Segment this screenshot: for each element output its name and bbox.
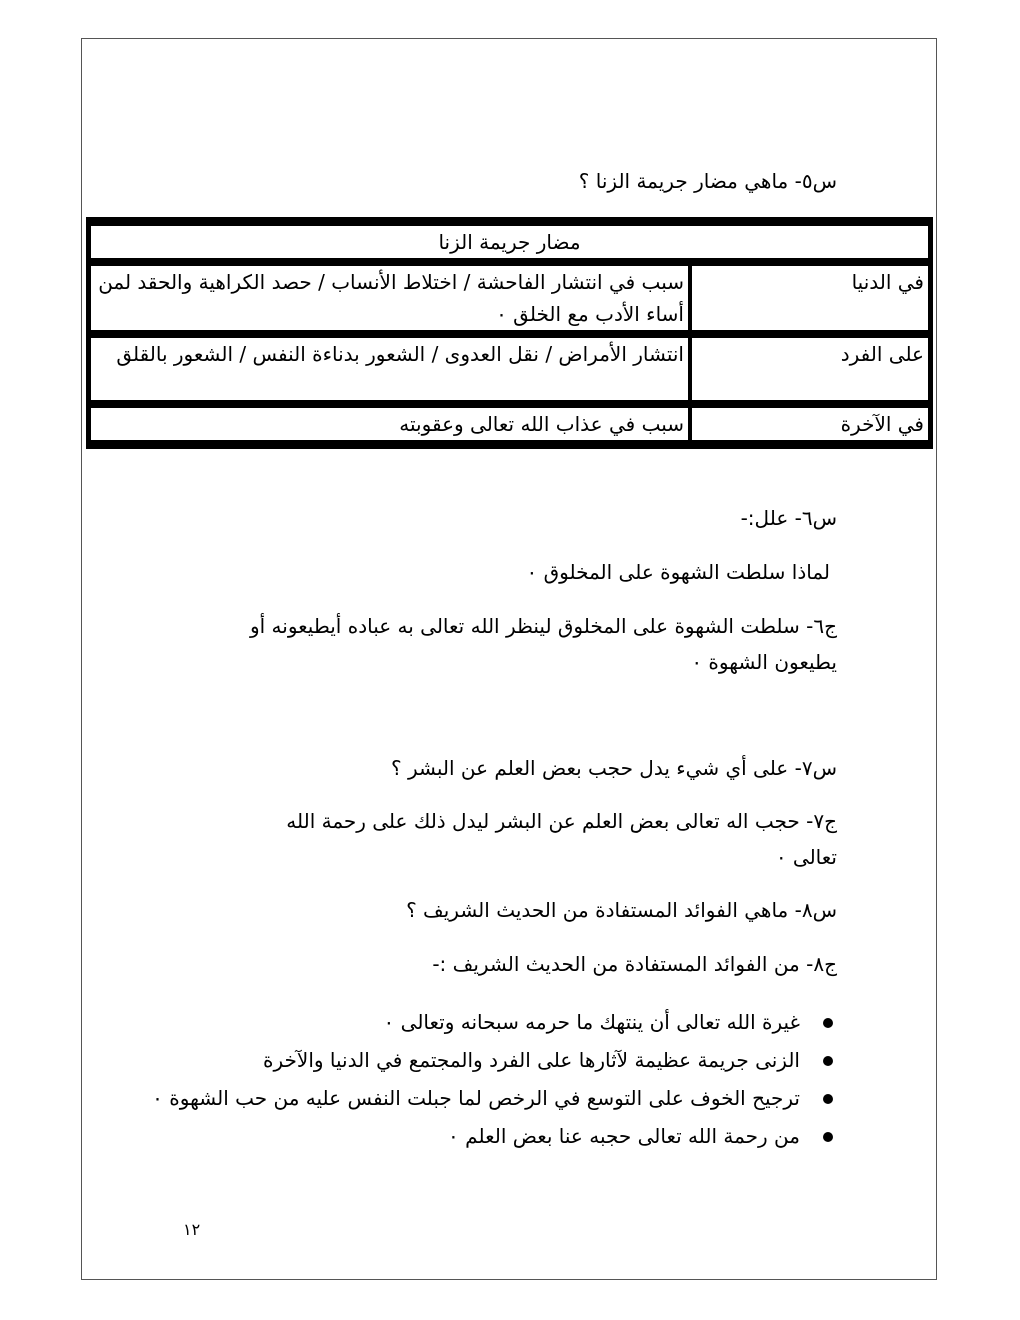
q7-question: س٧- على أي شيء يدل حجب بعض العلم عن البشر ؟ xyxy=(390,756,837,780)
table-header: مضار جريمة الزنا xyxy=(89,224,930,260)
list-item xyxy=(150,1117,800,1155)
table-header-row xyxy=(89,224,930,260)
table-row xyxy=(89,406,930,442)
q6-answer: ج٦- سلطت الشهوة على المخلوق لينظر الله تعالى به عباده أيطيعونه أو يطيعون الشهوة ٠ xyxy=(249,614,837,674)
bullet-icon xyxy=(823,1056,833,1066)
bullet-icon xyxy=(823,1018,833,1028)
row-text-akhira: سبب في عذاب الله تعالى وعقوبته xyxy=(89,406,690,442)
row-label-individual: على الفرد xyxy=(690,336,930,402)
row-text-dunya: سبب في انتشار الفاحشة / اختلاط الأنساب / حصد الكراهية والحقد لمن أساء الأدب مع الخلق ٠ xyxy=(89,264,690,332)
page-number: ١٢ xyxy=(183,1220,201,1239)
table-row xyxy=(89,264,930,332)
benefit-text: الزنى جريمة عظيمة لآثارها على الفرد والمجتمع في الدنيا والآخرة xyxy=(263,1048,800,1072)
list-item xyxy=(150,1003,800,1041)
damage-table xyxy=(86,217,933,449)
row-label-dunya: في الدنيا xyxy=(690,264,930,332)
benefit-text: ترجيح الخوف على التوسع في الرخص لما جبلت النفس عليه من حب الشهوة ٠ xyxy=(152,1086,800,1110)
q6-sub-question: لماذا سلطت الشهوة على المخلوق ٠ xyxy=(526,560,830,584)
q6-question: س٦- علل:- xyxy=(740,506,837,530)
q5-question: س٥- ماهي مضار جريمة الزنا ؟ xyxy=(578,169,837,193)
row-label-akhira: في الآخرة xyxy=(690,406,930,442)
benefit-text: من رحمة الله تعالى حجبه عنا بعض العلم ٠ xyxy=(448,1124,800,1148)
benefit-text: غيرة الله تعالى أن ينتهك ما حرمه سبحانه وتعالى ٠ xyxy=(383,1010,800,1034)
q7-answer: ج٧- حجب اله تعالى بعض العلم عن البشر ليدل ذلك على رحمة الله تعالى ٠ xyxy=(286,809,837,869)
list-item xyxy=(150,1079,800,1117)
list-item xyxy=(150,1041,800,1079)
q8-question: س٨- ماهي الفوائد المستفادة من الحديث الشريف ؟ xyxy=(406,898,837,922)
row-text-individual: انتشار الأمراض / نقل العدوى / الشعور بدناءة النفس / الشعور بالقلق xyxy=(89,336,690,402)
q8-answer-intro: ج٨- من الفوائد المستفادة من الحديث الشريف :- xyxy=(432,952,837,976)
bullet-icon xyxy=(823,1132,833,1142)
table-row xyxy=(89,336,930,402)
benefits-list xyxy=(150,1003,840,1155)
bullet-icon xyxy=(823,1094,833,1104)
